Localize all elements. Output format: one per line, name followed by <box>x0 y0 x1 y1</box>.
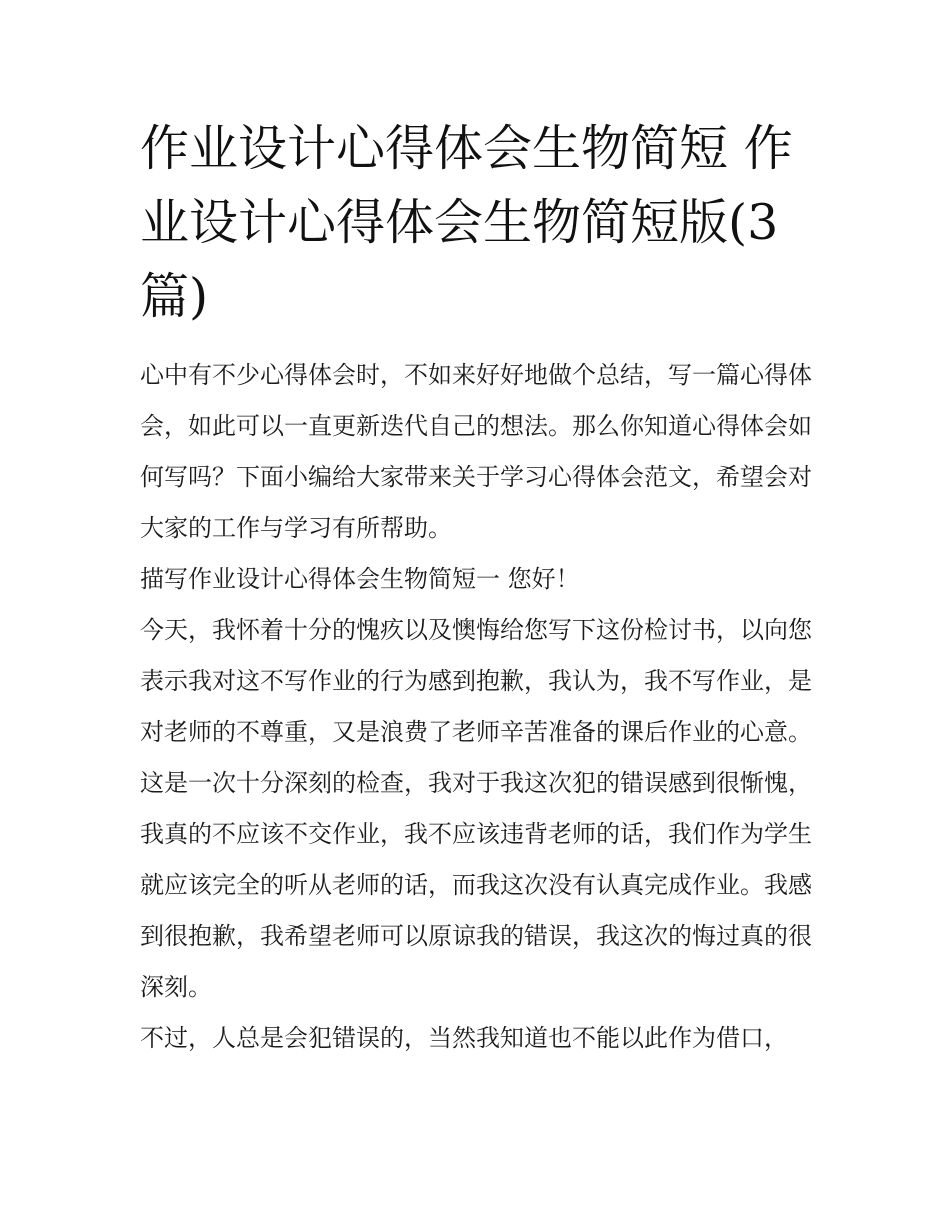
paragraph-apology: 今天，我怀着十分的愧疚以及懊悔给您写下这份检讨书，以向您表示我对这不写作业的行为感到抱歉，我认为，我不写作业，是对老师的不尊重，又是浪费了老师辛苦准备的课后作业的心意。 <box>140 616 812 746</box>
paragraph-section-heading: 描写作业设计心得体会生物简短一 您好！ <box>140 565 580 593</box>
paragraph-reflection: 这是一次十分深刻的检查，我对于我这次犯的错误感到很惭愧，我真的不应该不交作业，我不应该违背老师的话，我们作为学生就应该完全的听从老师的话，而我这次没有认真完成作业。我感到很抱歉，我希望老师可以原谅我的错误，我这次的悔过真的很深刻。 <box>140 769 812 1001</box>
document-title: 作业设计心得体会生物简短 作业设计心得体会生物简短版(3篇) <box>140 120 793 325</box>
document-content <box>140 112 812 1064</box>
paragraph-continuation: 不过，人总是会犯错误的，当然我知道也不能以此作为借口， <box>140 1024 788 1052</box>
document-body <box>140 350 812 1064</box>
paragraph-intro: 心中有不少心得体会时，不如来好好地做个总结，写一篇心得体会，如此可以一直更新迭代自己的想法。那么你知道心得体会如何写吗？下面小编给大家带来关于学习心得体会范文，希望会对大家的工作与学习有所帮助。 <box>140 361 812 542</box>
